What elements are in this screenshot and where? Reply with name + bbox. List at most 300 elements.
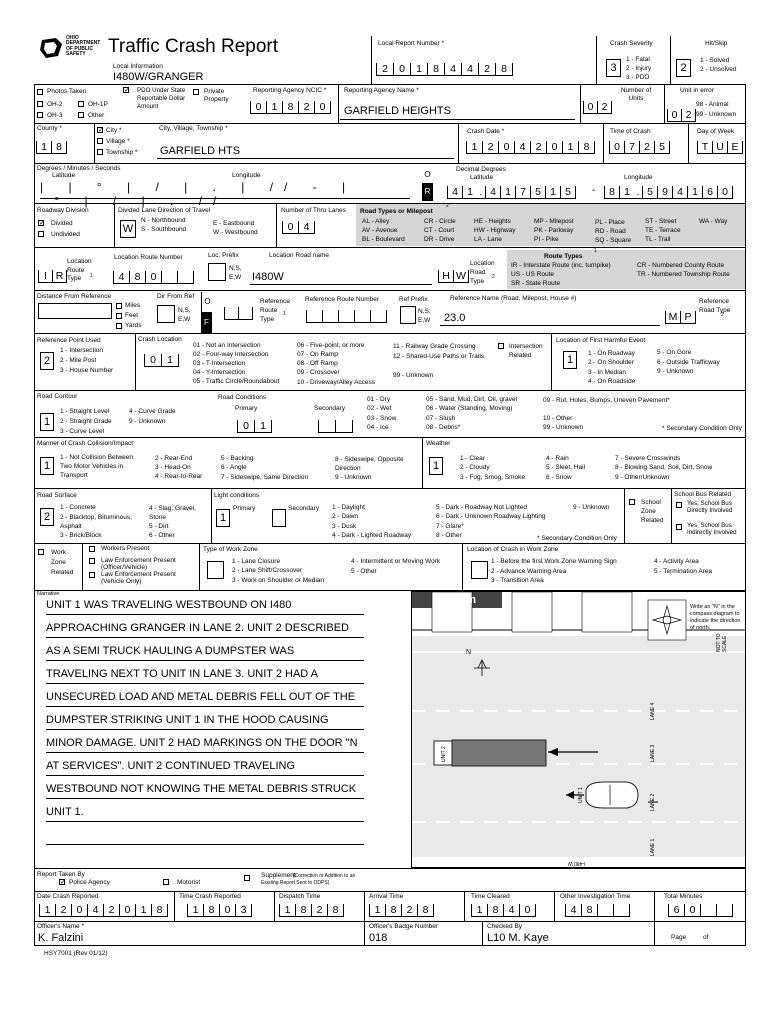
ref-route-type-label: Reference Route Type — [260, 298, 290, 323]
hitskip-option: 1 - Solved — [700, 57, 730, 64]
ref-road-type[interactable]: M P — [665, 310, 696, 324]
light-secondary-note: * Secondary Condition Only — [537, 535, 617, 542]
weather-option: 9 - Other/Unknown — [615, 474, 670, 481]
surface-option: 2 - Blacktop, Bituminous, Asphalt — [60, 514, 132, 531]
logo-text: OHIO DEPARTMENT OF PUBLIC SAFETY — [66, 35, 101, 57]
workers-present-checkbox[interactable] — [89, 546, 95, 552]
collision-code[interactable]: 1 — [40, 457, 54, 475]
bus-indirect-checkbox[interactable] — [676, 524, 682, 530]
road-contour-label: Road Contour — [37, 393, 78, 400]
crash-location-option: 01 - Not an Intersection — [193, 342, 261, 349]
local-report-label: Local Report Number * — [378, 40, 445, 47]
road-name-label: Location Road name — [269, 252, 329, 259]
weather-option: 2 - Cloudy — [460, 464, 490, 471]
road-type-option: RD - Road — [595, 228, 626, 235]
decimal-longitude[interactable]: 8 1 . 5 9 4 1 6 0 — [604, 185, 733, 199]
arrival-time-label: Arrival Time — [369, 893, 404, 900]
page-of-label: of — [703, 934, 709, 941]
condition-option: 03 - Snow — [367, 415, 397, 422]
township-label: Township * — [106, 149, 138, 156]
miles-checkbox[interactable] — [116, 303, 122, 309]
lane-4-label: LANE 4 — [650, 702, 656, 720]
school-bus-label: School Bus Related — [674, 491, 732, 498]
road-type-option: ST - Street — [645, 218, 677, 225]
ref-point-code[interactable]: 2 — [40, 352, 54, 370]
first-harmful-label: Location of First Harmful Event — [556, 337, 646, 344]
light-secondary-code[interactable] — [272, 509, 286, 527]
township-checkbox[interactable] — [97, 149, 103, 155]
work-zone-location-option: 2 - Advance Warning Area — [491, 568, 567, 575]
local-report-number[interactable]: 2 0 1 8 4 4 2 8 — [376, 62, 513, 76]
decimal-degrees-label: Decimal Degrees — [456, 166, 506, 173]
time-of-crash[interactable]: 0 7 2 5 — [609, 140, 670, 154]
ref-prefix-label: Ref Prefix — [399, 296, 428, 303]
agency-name[interactable]: GARFIELD HEIGHTS — [344, 105, 451, 117]
collision-option: 5 - Backing — [221, 455, 254, 462]
officer-name[interactable]: K. Falzini — [38, 932, 84, 944]
road-contour-code[interactable]: 1 — [40, 413, 54, 431]
crash-location-option: 06 - Five-point, or more — [297, 342, 365, 349]
unit-error-option: 99 - Unknown — [696, 111, 737, 118]
narrative-line[interactable]: MINOR DAMAGE. UNIT 2 HAD MARKINGS ON THE DOOR "N — [46, 734, 364, 753]
unit-error-label: Unit in error — [680, 87, 714, 94]
loc-prefix-box[interactable] — [208, 263, 226, 281]
photos-taken-label: Photos Taken — [47, 88, 87, 95]
crash-location-code[interactable]: 0 1 — [144, 353, 179, 367]
checked-by-label: Checked By — [487, 923, 523, 930]
private-property-label: Private Property — [204, 88, 229, 104]
weather-option: 7 - Severe Crosswinds — [615, 455, 681, 462]
narrative-line[interactable]: UNIT 1. — [46, 803, 364, 822]
yards-label: Yards — [125, 322, 142, 329]
narrative-line[interactable]: TRAVELING NEXT TO UNIT IN LANE 3. UNIT 2 HAD A — [46, 665, 364, 684]
unit-1-car — [586, 782, 638, 808]
work-zone-type-code[interactable] — [207, 561, 224, 579]
hitskip-option: 2 - Unsolved — [700, 66, 737, 73]
severity-option: 3 - PDO — [626, 74, 650, 81]
ref-prefix-box[interactable] — [400, 306, 416, 324]
intersection-related-checkbox[interactable] — [498, 343, 504, 349]
crash-severity-label: Crash Severity — [610, 40, 653, 47]
feet-checkbox[interactable] — [116, 313, 122, 319]
county-code[interactable]: 1 8 — [36, 140, 67, 154]
lane-dir-option: S - Southbound — [141, 226, 187, 233]
number-of-units[interactable]: 0 2 — [583, 100, 612, 114]
condition-option: 04 - Ice — [367, 424, 389, 431]
collision-option: 4 - Rear-to-Rear — [155, 473, 203, 480]
crash-location-option: 09 - Crossover — [297, 369, 340, 376]
first-harmful-option: 1 - On Roadway — [588, 350, 635, 357]
ref-route-number[interactable] — [306, 309, 387, 323]
road-type-option: CT - Court — [424, 227, 455, 234]
decimal-long-label: Longitude — [624, 174, 653, 181]
form-number: HSY7001 (Rev 01/12) — [44, 950, 108, 957]
lane-direction-code[interactable]: W — [120, 220, 136, 238]
thru-lanes[interactable]: 0 4 — [282, 220, 315, 234]
crash-location-option: 02 - Four-way Intersection — [193, 351, 269, 358]
supplement-label: Supplement — [261, 872, 296, 879]
hitskip-code[interactable]: 2 — [676, 59, 691, 77]
thru-lanes-label: Number of Thru Lanes — [281, 207, 346, 214]
crash-location-option: 08 - Off Ramp — [297, 360, 338, 367]
arrival-time[interactable]: 1 8 2 8 — [369, 903, 434, 917]
city-label: City * — [106, 127, 122, 134]
severity-option: 2 - Injury — [626, 65, 652, 72]
pdo-under-checkbox[interactable]: ✓ — [124, 87, 130, 94]
shoulder-area — [512, 592, 552, 632]
ncic-label: Reporting Agency NCIC * — [253, 87, 327, 94]
crash-date[interactable]: 1 2 0 4 2 0 1 8 — [466, 140, 595, 154]
cvt-label: City, Village, Township * — [159, 125, 228, 132]
condition-option: 99 - Unknown — [543, 424, 584, 431]
oh1p-checkbox[interactable] — [78, 101, 84, 107]
ref-point-option: 1 - Intersection — [60, 347, 103, 354]
road-types-label: Road Types or Milepost — [360, 208, 433, 215]
conditions-secondary-label: Secondary — [314, 405, 346, 412]
agency-name-label: Reporting Agency Name * — [344, 87, 419, 94]
location-label: Location — [67, 258, 92, 265]
first-harmful-option: 2 - On Shoulder — [588, 359, 634, 366]
road-type-option: PL - Place — [595, 219, 625, 226]
crash-diagram — [411, 591, 746, 868]
ref-name-label: Reference Name (Road, Milepost, House #) — [450, 295, 577, 302]
collision-option: 7 - Sideswipe, Same Direction — [221, 474, 309, 481]
condition-option: 08 - Debris* — [426, 424, 461, 431]
le-officer-checkbox[interactable] — [89, 558, 95, 564]
road-type-superscript: 2 — [492, 274, 495, 280]
report-taken-by-label: Report Taken By — [37, 871, 85, 878]
light-secondary-label: Secondary — [288, 505, 320, 512]
road-type-option: WA - Way — [699, 218, 728, 225]
officer-name-label: Officer's Name * — [37, 923, 84, 930]
feet-label: Feet — [125, 312, 139, 319]
form-title: Traffic Crash Report — [108, 36, 278, 57]
ref-point-label: Reference Point Used — [37, 337, 101, 344]
condition-option: 02 - Wet — [367, 405, 392, 412]
crash-location-option: 99 - Unknown — [393, 372, 434, 379]
light-primary-label: Primary — [233, 505, 256, 512]
ref-road-type-superscript: 2 — [721, 312, 724, 318]
date-reported[interactable]: 1 2 0 4 2 0 1 8 — [39, 903, 168, 917]
village-label: Village * — [106, 138, 130, 145]
road-type-option: PK - Parkway — [534, 227, 574, 234]
diagram-road-label: I-480 W — [568, 860, 586, 866]
loc-prefix-label: Loc. Prefix — [208, 252, 239, 259]
dms-coordinates[interactable]: | | ° | / | . | // - | ° | / | . // — [40, 180, 410, 199]
dms-lat-label: Latitude — [52, 172, 76, 179]
dispatch-time[interactable]: 1 8 2 8 — [279, 903, 344, 917]
work-zone-location-option: 1 - Before the first Work Zone Warning Sign — [491, 558, 617, 565]
route-type-label: Route Type — [67, 267, 85, 283]
light-primary-code[interactable]: 1 — [216, 509, 230, 527]
total-minutes-label: Total Minutes — [664, 893, 703, 900]
supplement-note: (Correction or Addition to an Existing Report Sent to ODPS) — [261, 873, 356, 886]
condition-option: 10 - Other — [543, 415, 573, 422]
le-officer-label: Law Enforcement Present (Officer/Vehicle) — [101, 557, 176, 572]
weather-option: 4 - Rain — [546, 455, 569, 462]
time-cleared-label: Time Cleared — [471, 893, 510, 900]
narrative-line[interactable]: UNIT 1 WAS TRAVELING WESTBOUND ON I480 — [46, 596, 364, 615]
lane-1-label: LANE 1 — [650, 838, 656, 856]
ref-o-marker: O — [201, 292, 213, 312]
crash-date-label: Crash Date * — [467, 128, 505, 135]
divided-checkbox[interactable]: ✓ — [39, 220, 45, 227]
compass-note: Write an "N" in the compass diagram to indicate the direction of north. — [690, 604, 741, 631]
motorist-label: Motorist — [177, 879, 201, 886]
narrative-line-empty[interactable] — [46, 849, 364, 867]
crash-location-option: 10 - Driveway/Alley Access — [297, 379, 376, 386]
decimal-long-sign: - — [592, 185, 596, 196]
route-types-superscript: 1 — [594, 248, 597, 254]
yards-checkbox[interactable] — [116, 323, 122, 329]
local-info-label: Local Information — [113, 63, 163, 70]
work-zone-location-option: 4 - Activity Area — [654, 558, 699, 565]
road-type-option: DR - Drive — [424, 236, 455, 243]
ref-route-type[interactable] — [224, 306, 253, 320]
oh2-checkbox[interactable] — [37, 101, 43, 107]
work-zone-type-option: 2 - Lane Shift/Crossover — [232, 567, 303, 574]
work-zone-type-option: 5 - Other — [351, 568, 377, 575]
north-letter: N — [466, 649, 472, 656]
checked-by[interactable]: L10 M. Kaye — [487, 932, 549, 944]
odps-logo — [38, 34, 102, 64]
time-cleared[interactable]: 1 8 4 0 — [471, 903, 536, 917]
condition-option: 06 - Water (Standing, Moving) — [426, 405, 513, 412]
narrative-line[interactable]: DUMPSTER STRIKING UNIT 1 IN THE HOOD CAUSING — [46, 711, 364, 730]
road-surface-code[interactable]: 2 — [40, 508, 54, 526]
first-harmful-code[interactable]: 1 — [563, 351, 577, 369]
diagram-title: Diagram — [432, 594, 477, 606]
dms-long-label: Longitude — [232, 172, 261, 179]
light-option: 6 - Dark - Unknown Roadway Lighting — [436, 513, 546, 520]
bus-direct-label: Yes, School Bus Directly Involved — [687, 500, 733, 515]
badge-number-label: Officer's Badge Number — [369, 923, 439, 930]
surface-option: 6 - Other — [149, 532, 175, 539]
bus-indirect-label: Yes, School Bus Indirectly Involved — [687, 522, 737, 537]
first-harmful-option: 3 - In Median — [588, 369, 626, 376]
decimal-latitude[interactable]: 4 1 . 4 1 7 5 1 5 — [447, 185, 576, 199]
road-type-option: AV - Avenue — [362, 227, 398, 234]
contour-option: 9 - Unknown — [129, 418, 166, 425]
time-reported[interactable]: 1 8 0 3 — [187, 903, 252, 917]
road-type-option: TE - Terrace — [645, 227, 681, 234]
weather-code[interactable]: 1 — [429, 457, 443, 475]
date-reported-label: Date Crash Reported — [37, 893, 99, 900]
unit-in-error[interactable]: 0 2 — [667, 108, 696, 122]
work-zone-location-code[interactable] — [471, 561, 488, 579]
conditions-primary-label: Primary — [235, 405, 258, 412]
road-type-option: SQ - Square — [595, 237, 632, 244]
route-type-superscript: 1 — [90, 273, 93, 279]
village-checkbox[interactable] — [97, 138, 103, 144]
road-type-option: PI - Pike — [534, 236, 559, 243]
total-minutes[interactable]: 6 0 — [668, 903, 733, 917]
school-zone-label: School Zone Related — [641, 499, 664, 525]
light-option: 1 - Daylight — [332, 504, 365, 511]
crash-location-option: 11 - Railway Grade Crossing — [393, 343, 476, 350]
work-zone-location-option: 3 - Transition Area — [491, 577, 544, 584]
crash-location-option: 07 - On Ramp — [297, 351, 338, 358]
route-number-label: Location Route Number — [114, 254, 183, 261]
light-option: 5 - Dark - Roadway Not Lighted — [436, 504, 528, 511]
school-zone-checkbox[interactable] — [629, 499, 635, 505]
oh3-checkbox[interactable] — [37, 112, 43, 118]
other-investigation-time[interactable]: 4 8 — [565, 903, 630, 917]
pdo-under-label: PDO Under State Reportable Dollar Amount — [137, 87, 186, 111]
unit-error-option: 98 - Animal — [696, 101, 729, 108]
decimal-lat-label: Latitude — [470, 174, 494, 181]
road-type-option: HW - Highway — [474, 227, 516, 234]
light-option: 9 - Unknown — [573, 504, 610, 511]
local-info-value[interactable]: I480W/GRANGER — [113, 71, 204, 83]
workers-present-label: Workers Present — [101, 545, 150, 552]
loc-prefix-options: N,S, E,W — [229, 265, 242, 282]
time-reported-label: Time Crash Reported — [179, 893, 241, 900]
road-type-option: HE - Heights — [474, 218, 511, 225]
divided-label: Divided — [51, 220, 73, 227]
location-route-type[interactable]: I R — [38, 269, 67, 283]
crash-location-label: Crash Location — [138, 336, 182, 343]
weather-option: 8 - Blowing Sand, Soil, Dirt, Snow — [615, 464, 713, 471]
ref-road-type-label: Reference Road Type — [699, 298, 731, 314]
location-road-name[interactable]: I480W — [252, 271, 284, 283]
weather-option: 6 - Snow — [546, 474, 572, 481]
lane-dir-option: E - Eastbound — [213, 220, 255, 227]
dir-from-ref-options: N,S, E,W — [178, 307, 191, 324]
route-type-option: CR - Numbered County Route — [637, 262, 725, 269]
ref-route-type-superscript: 1 — [283, 311, 286, 317]
private-property-checkbox[interactable] — [193, 89, 199, 95]
day-of-week-label: Day of Week — [697, 128, 735, 135]
photos-taken-checkbox[interactable] — [37, 89, 43, 95]
light-option: 8 - Other — [436, 532, 462, 539]
first-harmful-option: 4 - On Roadside — [588, 378, 636, 385]
work-zone-related-label: Work Zone Related — [51, 549, 74, 576]
light-option: 3 - Dusk — [332, 523, 357, 530]
ref-name-value[interactable]: 23.0 — [444, 312, 466, 324]
supplement-checkbox[interactable] — [244, 875, 250, 881]
collision-option: 8 - Sideswipe, Opposite Direction — [335, 456, 404, 473]
dms-label: Degrees / Minutes / Seconds — [37, 165, 121, 172]
weather-option: 5 - Sleet, Hail — [546, 464, 586, 471]
crash-location-option: 04 - Y-Intersection — [193, 369, 246, 376]
narrative-line[interactable]: AS A SEMI TRUCK HAULING A DUMPSTER WAS — [46, 642, 364, 661]
light-conditions-label: Light conditions — [214, 492, 260, 499]
lane-direction-label: Divided Lane Direction of Travel — [118, 207, 211, 214]
page-label: Page — [671, 934, 687, 941]
ncic-number[interactable]: 0 1 8 2 0 — [250, 100, 331, 114]
badge-number[interactable]: 018 — [369, 932, 388, 944]
road-types-superscript: 2 — [446, 203, 449, 209]
undivided-checkbox[interactable] — [38, 231, 44, 237]
ref-prefix-options: N,S, E,W — [418, 308, 431, 325]
road-type-option: AL - Alley — [362, 218, 390, 225]
lane-dir-option: W - Westbound — [213, 229, 258, 236]
work-zone-type-option: 1 - Lane Closure — [232, 558, 281, 565]
hitskip-label: Hit/Skip — [705, 40, 728, 47]
crash-location-option: 05 - Traffic Circle/Roundabout — [193, 378, 280, 385]
police-agency-checkbox[interactable]: ✓ — [60, 879, 66, 886]
narrative-line[interactable]: APPROACHING GRANGER IN LANE 2. UNIT 2 DESCRIBED — [46, 619, 364, 638]
road-conditions-secondary[interactable] — [318, 419, 353, 433]
time-of-crash-label: Time of Crash — [610, 128, 651, 135]
unit-2-truck — [452, 740, 546, 766]
day-of-week[interactable]: T U E — [697, 140, 743, 154]
route-types-label: Route Types — [544, 253, 583, 260]
surface-option: 5 - Dirt — [149, 523, 169, 530]
bus-direct-checkbox[interactable] — [676, 502, 682, 508]
police-agency-label: Police Agency — [69, 879, 110, 886]
collision-option: 6 - Angle — [221, 464, 247, 471]
road-surface-label: Road Surface — [37, 492, 77, 499]
work-zone-location-option: 5 - Termination Area — [654, 568, 713, 575]
crash-severity-code[interactable]: 3 — [606, 59, 621, 77]
road-conditions-primary[interactable]: 0 1 — [237, 419, 272, 433]
coords-r-marker: R — [422, 183, 433, 201]
work-zone-checkbox[interactable] — [38, 549, 44, 555]
distance-from-ref[interactable] — [38, 303, 112, 319]
severity-option: 1 - Fatal — [626, 56, 650, 63]
intersection-related-label: Intersection Related — [509, 343, 543, 360]
undivided-label: Undivided — [51, 231, 80, 238]
lane-dir-option: N - Northbound — [141, 217, 186, 224]
narrative-line[interactable]: WESTBOUND NOT KNOWING THE METAL DEBRIS STRUCK — [46, 780, 364, 799]
unit-1-label: UNIT 1 — [578, 787, 584, 803]
work-zone-type-option: 4 - Intermittent or Moving Work — [351, 558, 441, 565]
roadway-division-label: Roadway Division — [37, 207, 89, 214]
collision-option: 9 - Unknown — [335, 474, 372, 481]
condition-option: 05 - Sand, Mud, Dirt, Oil, gravel — [426, 396, 518, 403]
crash-location-option: 03 - T-Intersection — [193, 360, 246, 367]
miles-label: Miles — [125, 302, 141, 309]
cvt-value[interactable]: GARFIELD HTS — [160, 145, 241, 157]
condition-option: 07 - Slush — [426, 415, 456, 422]
surface-option: 3 - Brick/Block — [60, 532, 102, 539]
first-harmful-option: 9 - Unknown — [657, 368, 694, 375]
narrative-line[interactable]: AT SERVICES". UNIT 2 CONTINUED TRAVELING — [46, 757, 364, 776]
route-type-option: US - US Route — [511, 271, 554, 278]
county-label: County * — [37, 125, 62, 132]
other-checkbox[interactable] — [78, 112, 84, 118]
unit-2-label: UNIT 2 — [441, 746, 447, 762]
oh2-label: OH-2 — [47, 101, 63, 108]
shoulder-area — [582, 592, 632, 632]
collision-option: 2 - Rear-End — [155, 455, 193, 462]
dir-from-ref-box[interactable] — [157, 305, 175, 323]
location-road-type[interactable]: H W — [438, 269, 469, 283]
work-zone-type-option: 3 - Work on Shoulder or Median — [232, 577, 325, 584]
weather-option: 3 - Fog, Smog, Smoke — [460, 474, 526, 481]
oh1p-label: OH-1P — [88, 101, 108, 108]
narrative-line[interactable]: UNSECURED LOAD AND METAL DEBRIS FELL OUT OF THE — [46, 688, 364, 707]
collision-label: Manner of Crash Collision/Impact — [37, 440, 134, 447]
le-vehicle-checkbox[interactable] — [89, 572, 95, 578]
contour-option: 2 - Straight Grade — [60, 418, 112, 425]
city-checkbox[interactable]: ✓ — [98, 127, 104, 134]
work-zone-type-label: Type of Work Zone — [203, 546, 258, 553]
route-type-option: TR - Numbered Township Route — [637, 271, 730, 278]
motorist-checkbox[interactable] — [163, 879, 169, 885]
crash-location-option: 12 - Shared-Use Paths or Trails — [393, 353, 485, 360]
location-route-number[interactable]: 4 8 0 — [113, 270, 194, 284]
units-label: Number of Units — [620, 87, 652, 103]
other-label: Other — [88, 112, 105, 119]
condition-option: 01 - Dry — [367, 396, 391, 403]
narrative-line-empty[interactable] — [46, 826, 364, 845]
le-vehicle-label: Law Enforcement Present (Vehicle Only) — [101, 571, 176, 586]
weather-label: Weather — [426, 440, 451, 447]
dir-from-ref-label: Dir From Ref — [157, 293, 195, 300]
